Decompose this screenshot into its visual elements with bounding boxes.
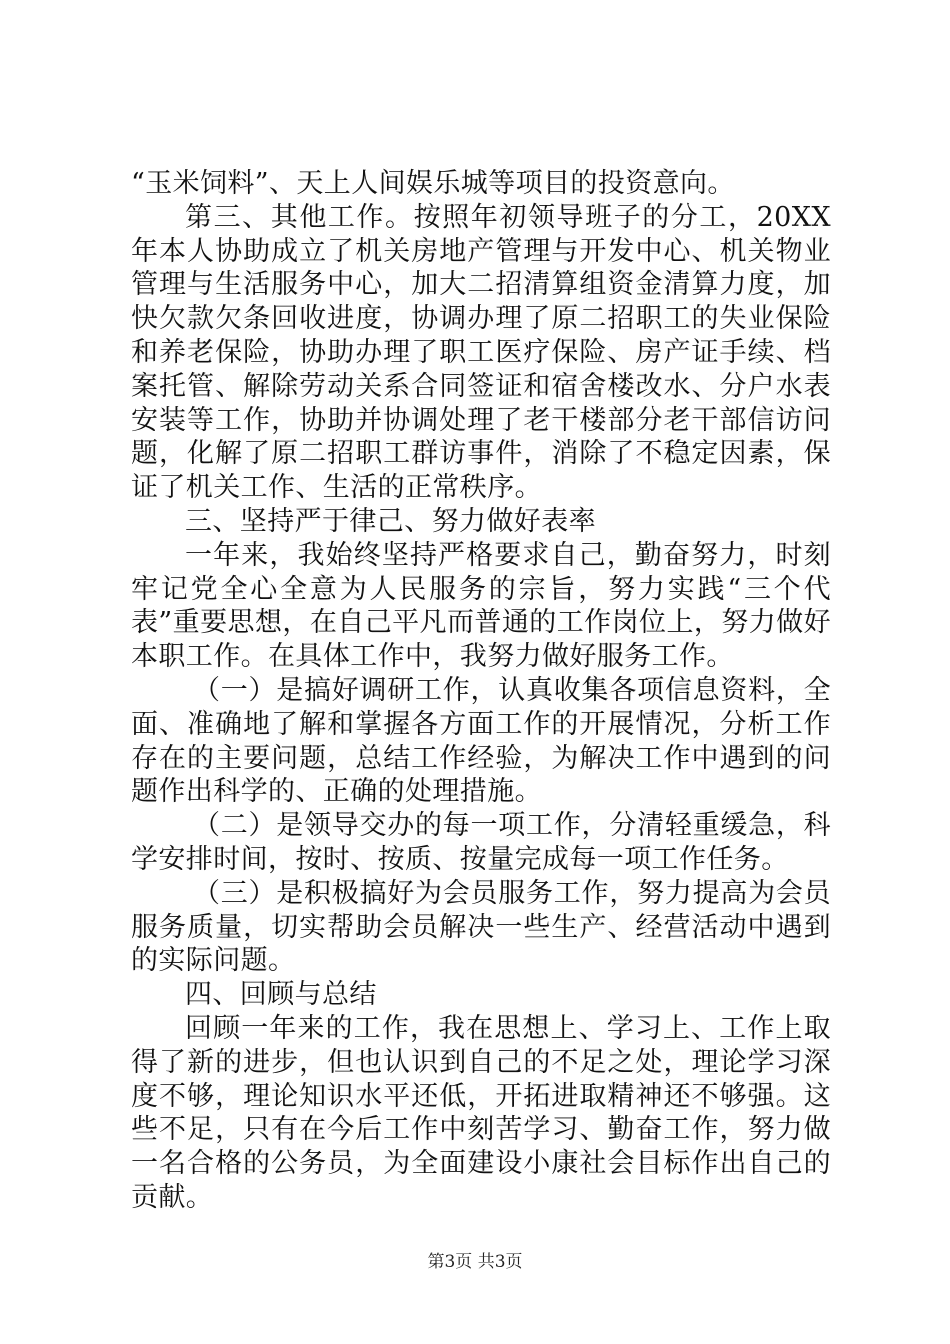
document-body: [131, 167, 831, 1215]
paragraph-other-work: 第三、其他工作。按照年初领导班子的分工，20XX年本人协助成立了机关房地产管理与开发中心、机关物业管理与生活服务中心，加大二招清算组资金清算力度，加快欠款欠条回收进度，协调办理了原二招职工的失业保险和养老保险，协助办理了职工医疗保险、房产证手续、档案托管、解除劳动关系合同签证和宿舍楼改水、分户水表安装等工作，协助并协调处理了老干楼部分老干部信访问题，化解了原二招职工群访事件，消除了不稳定因素，保证了机关工作、生活的正常秩序。: [131, 201, 831, 504]
paragraph-year-review: 一年来，我始终坚持严格要求自己，勤奋努力，时刻牢记党全心全意为人民服务的宗旨，努力实践“三个代表”重要思想，在自己平凡而普通的工作岗位上，努力做好本职工作。在具体工作中，我努力做好服务工作。: [131, 539, 831, 673]
paragraph-item-two: （二）是领导交办的每一项工作，分清轻重缓急，科学安排时间，按时、按质、按量完成每一项工作任务。: [131, 810, 831, 875]
section-heading-self-discipline: 三、坚持严于律己、努力做好表率: [185, 505, 596, 537]
page-number-footer: 第3页 共3页: [427, 1252, 523, 1272]
paragraph-summary: 回顾一年来的工作，我在思想上、学习上、工作上取得了新的进步，但也认识到自己的不足之处，理论学习深度不够，理论知识水平还低，开拓进取精神还不够强。这些不足，只有在今后工作中刻苦学习、勤奋工作，努力做一名合格的公务员，为全面建设小康社会目标作出自己的贡献。: [131, 1012, 831, 1213]
section-heading-summary: 四、回顾与总结: [185, 979, 377, 1011]
paragraph-item-one: （一）是搞好调研工作，认真收集各项信息资料，全面、准确地了解和掌握各方面工作的开展情况，分析工作存在的主要问题，总结工作经验，为解决工作中遇到的问题作出科学的、正确的处理措施。: [131, 674, 831, 808]
paragraph-investment-intent: “玉米饲料”、天上人间娱乐城等项目的投资意向。: [131, 168, 735, 199]
paragraph-item-three: （三）是积极搞好为会员服务工作，努力提高为会员服务质量，切实帮助会员解决一些生产、经营活动中遇到的实际问题。: [131, 877, 831, 977]
